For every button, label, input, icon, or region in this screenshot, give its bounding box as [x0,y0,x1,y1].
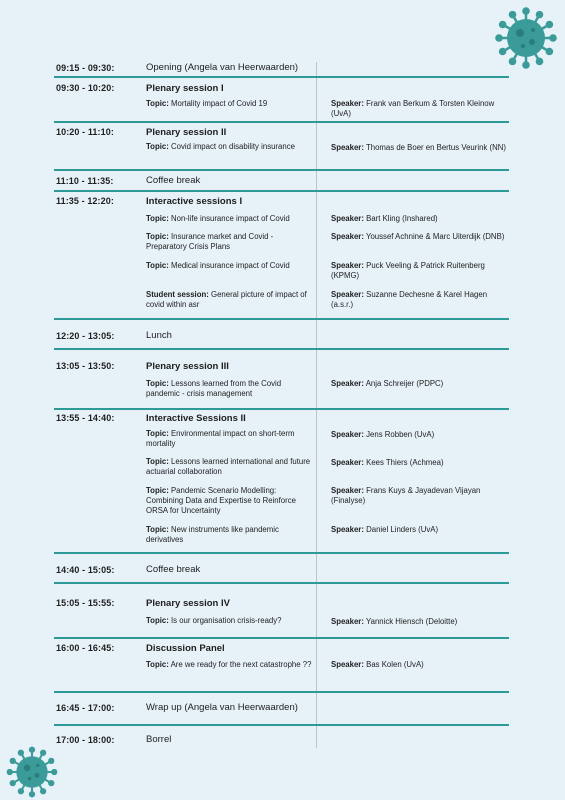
speaker-text [331,525,509,535]
topic-label: Topic: [146,379,169,388]
speaker-text [331,379,509,389]
session-time: 16:00 - 16:45: [56,643,115,653]
topic-value: Are we ready for the next catastrophe ?? [170,660,312,669]
speaker-label: Speaker: [331,143,364,152]
topic-text [146,99,312,109]
speaker-value: Thomas de Boer en Bertus Veurink (NN) [365,143,506,152]
speaker-value: Daniel Linders (UvA) [366,525,439,534]
speaker-label: Speaker: [331,232,364,241]
row-separator [54,169,509,171]
topic-label: Topic: [146,142,169,151]
speaker-value: Youssef Achnine & Marc Uiterdijk (DNB) [365,232,505,241]
speaker-text [331,232,509,242]
speaker-value: Puck Veeling & Patrick Ruitenberg (KPMG) [331,261,485,280]
topic-label: Student session: [146,290,209,299]
topic-text [146,261,312,271]
speaker-text [331,458,509,468]
speaker-value: Bas Kolen (UvA) [366,660,424,669]
speaker-text [331,486,509,506]
topic-value: New instruments like pandemic derivatives [146,525,279,544]
program-schedule [54,56,509,750]
topic-text [146,214,312,224]
topic-label: Topic: [146,660,169,669]
speaker-text [331,660,509,670]
speaker-label: Speaker: [331,214,364,223]
topic-label: Topic: [146,457,169,466]
topic-value: Non-life insurance impact of Covid [170,214,290,223]
session-time: 17:00 - 18:00: [56,735,115,745]
topic-label: Topic: [146,214,169,223]
virus-icon [4,744,60,800]
topic-value: Environmental impact on short-term mortality [146,429,295,448]
row-separator [54,552,509,554]
topic-value: Is our organisation crisis-ready? [170,616,282,625]
topic-label: Topic: [146,616,169,625]
session-title: Plenary session IV [146,598,230,609]
speaker-value: Anja Schreijer (PDPC) [365,379,444,388]
session-time: 14:40 - 15:05: [56,565,115,575]
row-separator [54,121,509,123]
topic-value: Pandemic Scenario Modelling: Combining Data and Expertise to Reinforce ORSA for Uncertainty [146,486,296,515]
topic-label: Topic: [146,429,169,438]
speaker-label: Speaker: [331,525,364,534]
speaker-text [331,430,509,440]
row-separator [54,318,509,320]
row-separator [54,582,509,584]
speaker-text [331,214,509,224]
column-divider [316,62,317,748]
topic-text [146,660,312,670]
speaker-label: Speaker: [331,617,364,626]
topic-text [146,290,312,310]
speaker-text [331,617,509,627]
topic-label: Topic: [146,525,169,534]
session-title: Lunch [146,330,172,341]
topic-text [146,379,312,399]
row-separator [54,190,509,192]
speaker-label: Speaker: [331,261,364,270]
speaker-text [331,99,509,119]
topic-value: Mortality impact of Covid 19 [170,99,268,108]
speaker-value: Yannick Hiensch (Deloitte) [365,617,458,626]
topic-text [146,616,312,626]
topic-text [146,486,312,516]
topic-label: Topic: [146,232,169,241]
row-separator [54,724,509,726]
session-title: Coffee break [146,175,201,186]
speaker-value: Jens Robben (UvA) [366,430,435,439]
topic-value: Covid impact on disability insurance [170,142,295,151]
speaker-label: Speaker: [331,430,364,439]
session-time: 10:20 - 11:10: [56,127,114,137]
topic-value: Lessons learned international and future actuarial collaboration [146,457,311,476]
topic-value: General picture of impact of covid within asr [146,290,307,309]
session-time: 16:45 - 17:00: [56,703,115,713]
speaker-value: Frans Kuys & Jayadevan Vijayan (Finalyse) [331,486,481,505]
session-title: Interactive sessions I [146,196,243,207]
topic-label: Topic: [146,486,169,495]
row-separator [54,348,509,350]
row-separator [54,76,509,78]
speaker-label: Speaker: [331,99,364,108]
session-time: 13:55 - 14:40: [56,413,115,423]
session-title: Borrel [146,734,172,745]
session-time: 11:35 - 12:20: [56,196,114,206]
speaker-value: Frank van Berkum & Torsten Kleinow (UvA) [331,99,495,118]
speaker-label: Speaker: [331,486,364,495]
session-time: 11:10 - 11:35: [56,176,114,186]
topic-text [146,232,312,252]
topic-text [146,525,312,545]
session-title: Plenary session III [146,361,229,372]
topic-label: Topic: [146,99,169,108]
speaker-label: Speaker: [331,458,364,467]
topic-text [146,457,312,477]
speaker-label: Speaker: [331,379,364,388]
speaker-text [331,143,509,153]
speaker-value: Suzanne Dechesne & Karel Hagen (a.s.r.) [331,290,488,309]
speaker-text [331,290,509,310]
speaker-value: Bart Kling (Inshared) [366,214,438,223]
session-time: 12:20 - 13:05: [56,331,115,341]
speaker-label: Speaker: [331,660,364,669]
row-separator [54,691,509,693]
session-title: Plenary session II [146,127,227,138]
topic-text [146,142,312,152]
topic-value: Insurance market and Covid - Preparatory Crisis Plans [146,232,274,251]
session-time: 09:15 - 09:30: [56,63,115,73]
row-separator [54,637,509,639]
session-title: Coffee break [146,564,201,575]
session-title: Plenary session I [146,83,224,94]
speaker-label: Speaker: [331,290,364,299]
session-title: Interactive Sessions II [146,413,246,424]
speaker-value: Kees Thiers (Achmea) [366,458,444,467]
session-title: Wrap up (Angela van Heerwaarden) [146,702,298,713]
session-time: 15:05 - 15:55: [56,598,115,608]
session-title: Discussion Panel [146,643,225,654]
speaker-text [331,261,509,281]
row-separator [54,408,509,410]
session-time: 09:30 - 10:20: [56,83,115,93]
topic-value: Medical insurance impact of Covid [170,261,290,270]
topic-label: Topic: [146,261,169,270]
topic-value: Lessons learned from the Covid pandemic - crisis management [146,379,282,398]
topic-text [146,429,312,449]
session-title: Opening (Angela van Heerwaarden) [146,62,299,73]
session-time: 13:05 - 13:50: [56,361,115,371]
